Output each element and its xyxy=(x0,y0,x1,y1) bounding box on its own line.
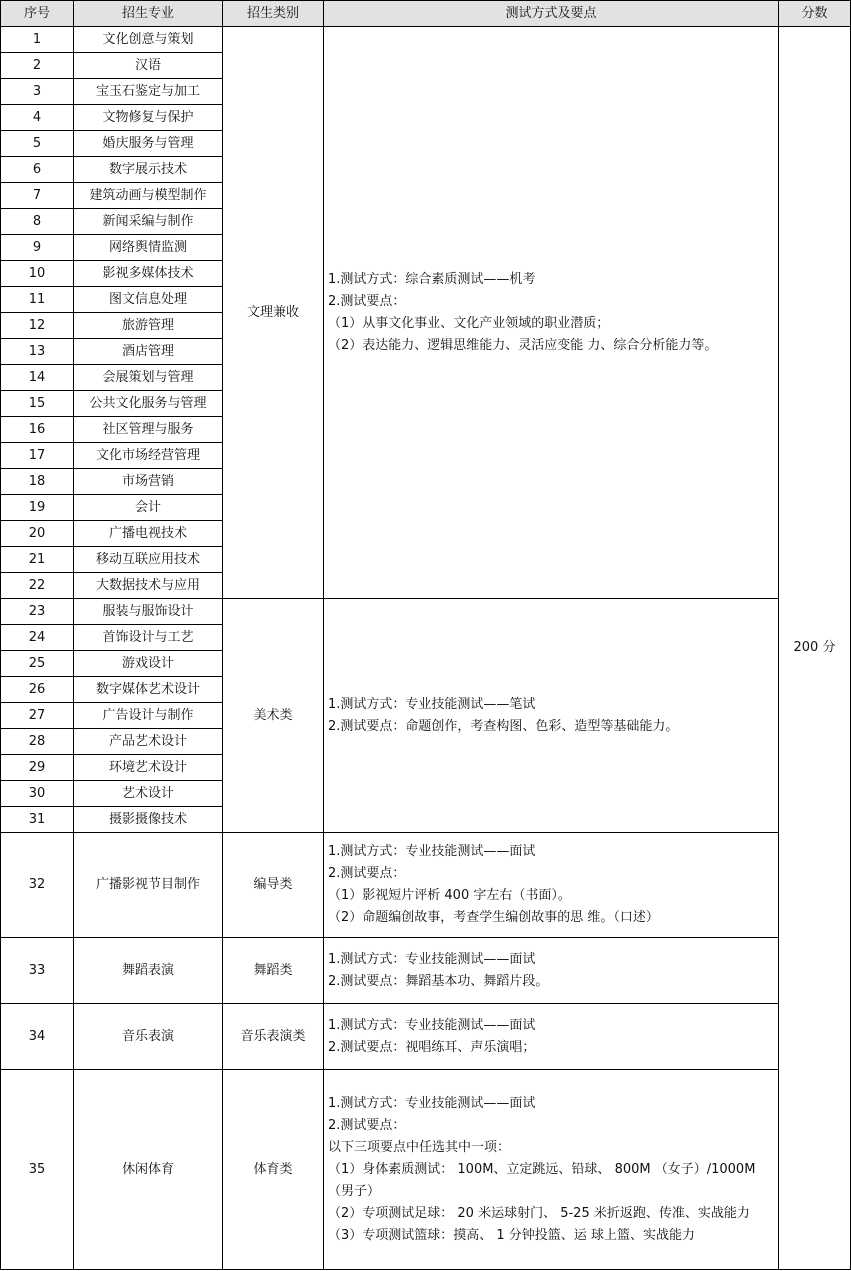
test-line: 1.测试方式：专业技能测试——面试 xyxy=(328,1017,536,1033)
row-major: 文化市场经营管理 xyxy=(74,443,223,469)
row-major: 服装与服饰设计 xyxy=(74,599,223,625)
row-major: 会展策划与管理 xyxy=(74,365,223,391)
row-major: 建筑动画与模型制作 xyxy=(74,183,223,209)
row-category: 体育类 xyxy=(223,1070,324,1270)
test-line: （3）专项测试篮球：摸高、 1 分钟投篮、运 球上篮、实战能力 xyxy=(328,1227,695,1243)
test-line: （2）命题编创故事，考查学生编创故事的思 维。（口述） xyxy=(328,910,659,925)
test-line: 1.测试方式：专业技能测试——面试 xyxy=(328,1095,536,1111)
row-no: 16 xyxy=(1,417,74,443)
test-line: （1）身体素质测试： 100M、立定跳远、铅球、 800M （女子）/1000M （男子） xyxy=(328,1161,756,1199)
row-no: 4 xyxy=(1,105,74,131)
row-major: 酒店管理 xyxy=(74,339,223,365)
test-line: 2.测试要点： xyxy=(328,1117,406,1133)
row-no: 11 xyxy=(1,287,74,313)
row-no: 7 xyxy=(1,183,74,209)
row-major: 公共文化服务与管理 xyxy=(74,391,223,417)
row-no: 13 xyxy=(1,339,74,365)
row-category: 编导类 xyxy=(223,833,324,938)
row-category: 舞蹈类 xyxy=(223,938,324,1004)
test-description xyxy=(324,938,779,1004)
row-major: 舞蹈表演 xyxy=(74,938,223,1004)
row-no: 9 xyxy=(1,235,74,261)
row-no: 24 xyxy=(1,625,74,651)
row-no: 3 xyxy=(1,79,74,105)
row-no: 32 xyxy=(1,833,74,938)
row-no: 20 xyxy=(1,521,74,547)
row-major: 数字展示技术 xyxy=(74,157,223,183)
row-no: 26 xyxy=(1,677,74,703)
row-major: 社区管理与服务 xyxy=(74,417,223,443)
row-major: 广告设计与制作 xyxy=(74,703,223,729)
row-no: 23 xyxy=(1,599,74,625)
test-line: （2）专项测试足球： 20 米运球射门、 5-25 米折返跑、传准、实战能力 xyxy=(328,1205,750,1221)
table-row xyxy=(1,833,851,938)
row-no: 6 xyxy=(1,157,74,183)
header-score: 分数 xyxy=(779,1,851,27)
row-major: 网络舆情监测 xyxy=(74,235,223,261)
row-major: 广播电视技术 xyxy=(74,521,223,547)
row-category: 文理兼收 xyxy=(223,27,324,599)
row-no: 34 xyxy=(1,1004,74,1070)
table-row xyxy=(1,599,851,625)
header-test: 测试方式及要点 xyxy=(324,1,779,27)
row-no: 22 xyxy=(1,573,74,599)
test-line: 1.测试方式：专业技能测试——面试 xyxy=(328,951,536,967)
row-no: 21 xyxy=(1,547,74,573)
test-description xyxy=(324,1070,779,1270)
row-no: 1 xyxy=(1,27,74,53)
row-major: 摄影摄像技术 xyxy=(74,807,223,833)
row-no: 33 xyxy=(1,938,74,1004)
row-major: 宝玉石鉴定与加工 xyxy=(74,79,223,105)
row-major: 音乐表演 xyxy=(74,1004,223,1070)
row-no: 31 xyxy=(1,807,74,833)
test-line: （1）影视短片评析 400 字左右（书面）。 xyxy=(328,888,571,903)
row-no: 14 xyxy=(1,365,74,391)
row-major: 休闲体育 xyxy=(74,1070,223,1270)
row-no: 10 xyxy=(1,261,74,287)
row-major: 移动互联应用技术 xyxy=(74,547,223,573)
table-row xyxy=(1,1004,851,1070)
row-major: 婚庆服务与管理 xyxy=(74,131,223,157)
row-major: 广播影视节目制作 xyxy=(74,833,223,938)
row-no: 28 xyxy=(1,729,74,755)
row-major: 会计 xyxy=(74,495,223,521)
score-cell: 200 分 xyxy=(779,27,851,1270)
test-line: （2）表达能力、逻辑思维能力、灵活应变能 力、综合分析能力等。 xyxy=(328,337,718,353)
test-line: 以下三项要点中任选其中一项： xyxy=(328,1139,511,1155)
test-description xyxy=(324,1004,779,1070)
row-category: 美术类 xyxy=(223,599,324,833)
row-major: 文物修复与保护 xyxy=(74,105,223,131)
row-major: 产品艺术设计 xyxy=(74,729,223,755)
test-line: （1）从事文化事业、文化产业领域的职业潜质； xyxy=(328,315,610,331)
row-major: 市场营销 xyxy=(74,469,223,495)
test-line: 2.测试要点：命题创作，考查构图、色彩、造型等基础能力。 xyxy=(328,718,679,734)
row-major: 首饰设计与工艺 xyxy=(74,625,223,651)
row-major: 旅游管理 xyxy=(74,313,223,339)
header-no: 序号 xyxy=(1,1,74,27)
row-major: 图文信息处理 xyxy=(74,287,223,313)
row-no: 19 xyxy=(1,495,74,521)
row-major: 游戏设计 xyxy=(74,651,223,677)
row-no: 15 xyxy=(1,391,74,417)
row-no: 8 xyxy=(1,209,74,235)
row-no: 25 xyxy=(1,651,74,677)
table-row xyxy=(1,27,851,53)
row-major: 影视多媒体技术 xyxy=(74,261,223,287)
header-major: 招生专业 xyxy=(74,1,223,27)
row-no: 27 xyxy=(1,703,74,729)
test-line: 1.测试方式：专业技能测试——笔试 xyxy=(328,696,536,712)
test-description xyxy=(324,833,779,938)
test-line: 2.测试要点： xyxy=(328,866,406,881)
row-no: 2 xyxy=(1,53,74,79)
test-line: 2.测试要点：视唱练耳、声乐演唱； xyxy=(328,1039,536,1055)
header-category: 招生类别 xyxy=(223,1,324,27)
table-body xyxy=(1,27,851,1270)
row-no: 12 xyxy=(1,313,74,339)
table-row xyxy=(1,938,851,1004)
row-major: 环境艺术设计 xyxy=(74,755,223,781)
test-line: 2.测试要点：舞蹈基本功、舞蹈片段。 xyxy=(328,973,549,989)
row-major: 汉语 xyxy=(74,53,223,79)
row-no: 35 xyxy=(1,1070,74,1270)
row-major: 文化创意与策划 xyxy=(74,27,223,53)
row-no: 17 xyxy=(1,443,74,469)
test-description xyxy=(324,599,779,833)
test-line: 1.测试方式：专业技能测试——面试 xyxy=(328,844,536,859)
row-no: 5 xyxy=(1,131,74,157)
row-major: 艺术设计 xyxy=(74,781,223,807)
test-line: 1.测试方式：综合素质测试——机考 xyxy=(328,271,536,287)
row-category: 音乐表演类 xyxy=(223,1004,324,1070)
row-major: 大数据技术与应用 xyxy=(74,573,223,599)
table-row xyxy=(1,1070,851,1270)
row-no: 18 xyxy=(1,469,74,495)
row-no: 30 xyxy=(1,781,74,807)
test-line: 2.测试要点： xyxy=(328,293,406,309)
row-no: 29 xyxy=(1,755,74,781)
row-major: 数字媒体艺术设计 xyxy=(74,677,223,703)
test-description xyxy=(324,27,779,599)
row-major: 新闻采编与制作 xyxy=(74,209,223,235)
